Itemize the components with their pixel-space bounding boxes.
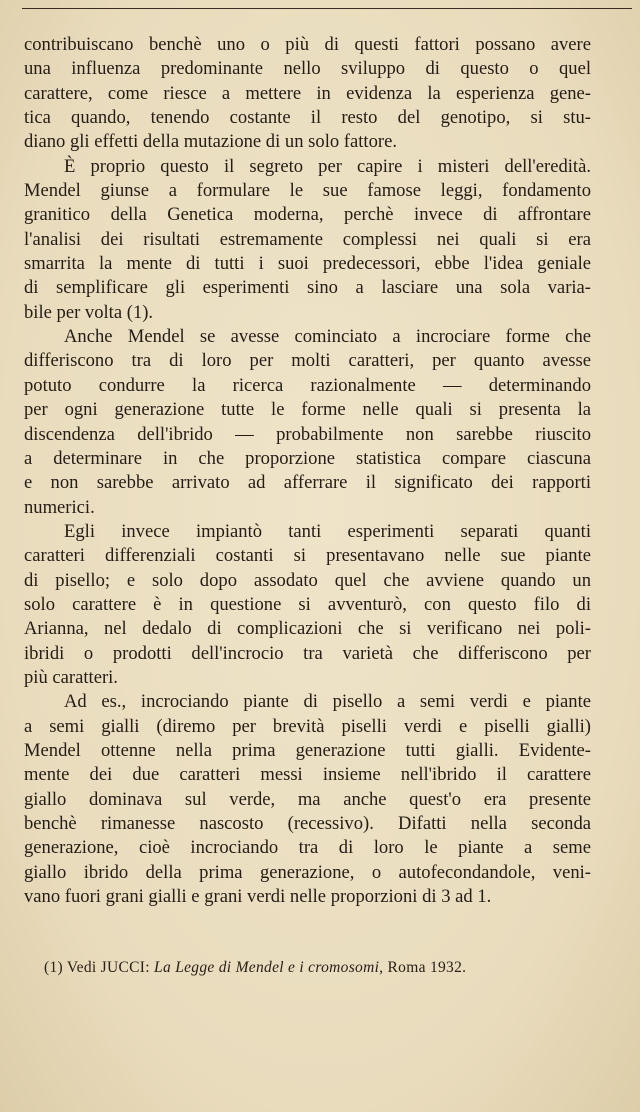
text-line: di semplificare gli esperimenti sino a lasciare una sola varia- xyxy=(24,277,591,299)
text-line: numerici. xyxy=(24,496,95,518)
paragraph-p1 xyxy=(24,33,591,155)
paragraph-p3 xyxy=(24,325,591,520)
text-line: tica quando, tenendo costante il resto del genotipo, si stu- xyxy=(24,107,591,129)
text-line: a semi gialli (diremo per brevità piselli verdi e piselli gialli) xyxy=(24,715,591,737)
text-line: per ogni generazione tutte le forme nelle quali si presenta la xyxy=(24,399,591,421)
text-line: Ad es., incrociando piante di pisello a semi verdi e piante xyxy=(64,691,591,713)
text-line: generazione, cioè incrociando tra di loro le piante a seme xyxy=(24,837,591,859)
paragraph-p5 xyxy=(24,690,591,909)
text-line: più caratteri. xyxy=(24,666,118,688)
text-line: una influenza predominante nello sviluppo di questo o quel xyxy=(24,58,591,80)
paragraph-p4 xyxy=(24,520,591,690)
text-line: potuto condurre la ricerca razionalmente — determinando xyxy=(24,374,591,396)
text-line: bile per volta (1). xyxy=(24,301,154,323)
text-line: Arianna, nel dedalo di complicazioni che si verificano nei poli- xyxy=(24,618,591,640)
footnote-suffix: Roma 1932. xyxy=(387,959,467,976)
text-line: differiscono tra di loro per molti caratteri, per quanto avesse xyxy=(24,350,591,372)
text-line: benchè rimanesse nascosto (recessivo). Difatti nella seconda xyxy=(24,813,591,834)
text-line: di pisello; e solo dopo assodato quel che avviene quando un xyxy=(24,569,591,591)
text-line: caratteri differenziali costanti si presentavano nelle sue piante xyxy=(24,545,591,567)
text-line: e non sarebbe arrivato ad afferrare il significato dei rapporti xyxy=(24,472,591,494)
text-line: giallo dominava sul verde, ma anche quest'o era presente xyxy=(24,788,591,810)
text-line: a determinare in che proporzione statistica compare ciascuna xyxy=(24,447,591,469)
body-text xyxy=(24,33,591,909)
text-line: granitico della Genetica moderna, perchè invece di affrontare xyxy=(24,204,591,226)
text-line: diano gli effetti della mutazione di un solo fattore. xyxy=(24,131,397,153)
top-rule xyxy=(22,8,632,9)
footnote-prefix: Vedi JUCCI: xyxy=(66,959,150,976)
footnote xyxy=(44,958,604,978)
footnote-title: La Legge di Mendel e i cromosomi, xyxy=(154,959,384,976)
text-line: Mendel ottenne nella prima generazione tutti gialli. Evidente- xyxy=(24,739,591,761)
text-line: mente dei due caratteri messi insieme nell'ibrido il carattere xyxy=(24,764,591,786)
text-line: Mendel giunse a formulare le sue famose leggi, fondamento xyxy=(24,180,591,202)
text-line: Egli invece impiantò tanti esperimenti separati quanti xyxy=(64,520,591,542)
text-line: vano fuori grani gialli e grani verdi nelle proporzioni di 3 ad 1. xyxy=(24,886,492,908)
text-line: l'analisi dei risultati estremamente complessi nei quali si era xyxy=(24,228,591,250)
text-line: ibridi o prodotti dell'incrocio tra varietà che differiscono per xyxy=(24,642,591,664)
text-line: Anche Mendel se avesse cominciato a incrociare forme che xyxy=(64,326,591,348)
text-line: carattere, come riesce a mettere in evidenza la esperienza gene- xyxy=(24,82,591,104)
text-line: giallo ibrido della prima generazione, o autofecondandole, veni- xyxy=(24,861,591,883)
text-line: smarrita la mente di tutti i suoi predecessori, ebbe l'idea geniale xyxy=(24,253,591,275)
paragraph-p2 xyxy=(24,155,591,325)
text-line: discendenza dell'ibrido — probabilmente non sarebbe riuscito xyxy=(24,423,591,445)
text-line: È proprio questo il segreto per capire i misteri dell'eredità. xyxy=(64,155,591,177)
footnote-marker: (1) xyxy=(44,959,63,976)
text-line: solo carattere è in questione si avventurò, con questo filo di xyxy=(24,593,591,615)
text-line: contribuiscano benchè uno o più di questi fattori possano avere xyxy=(24,34,591,55)
